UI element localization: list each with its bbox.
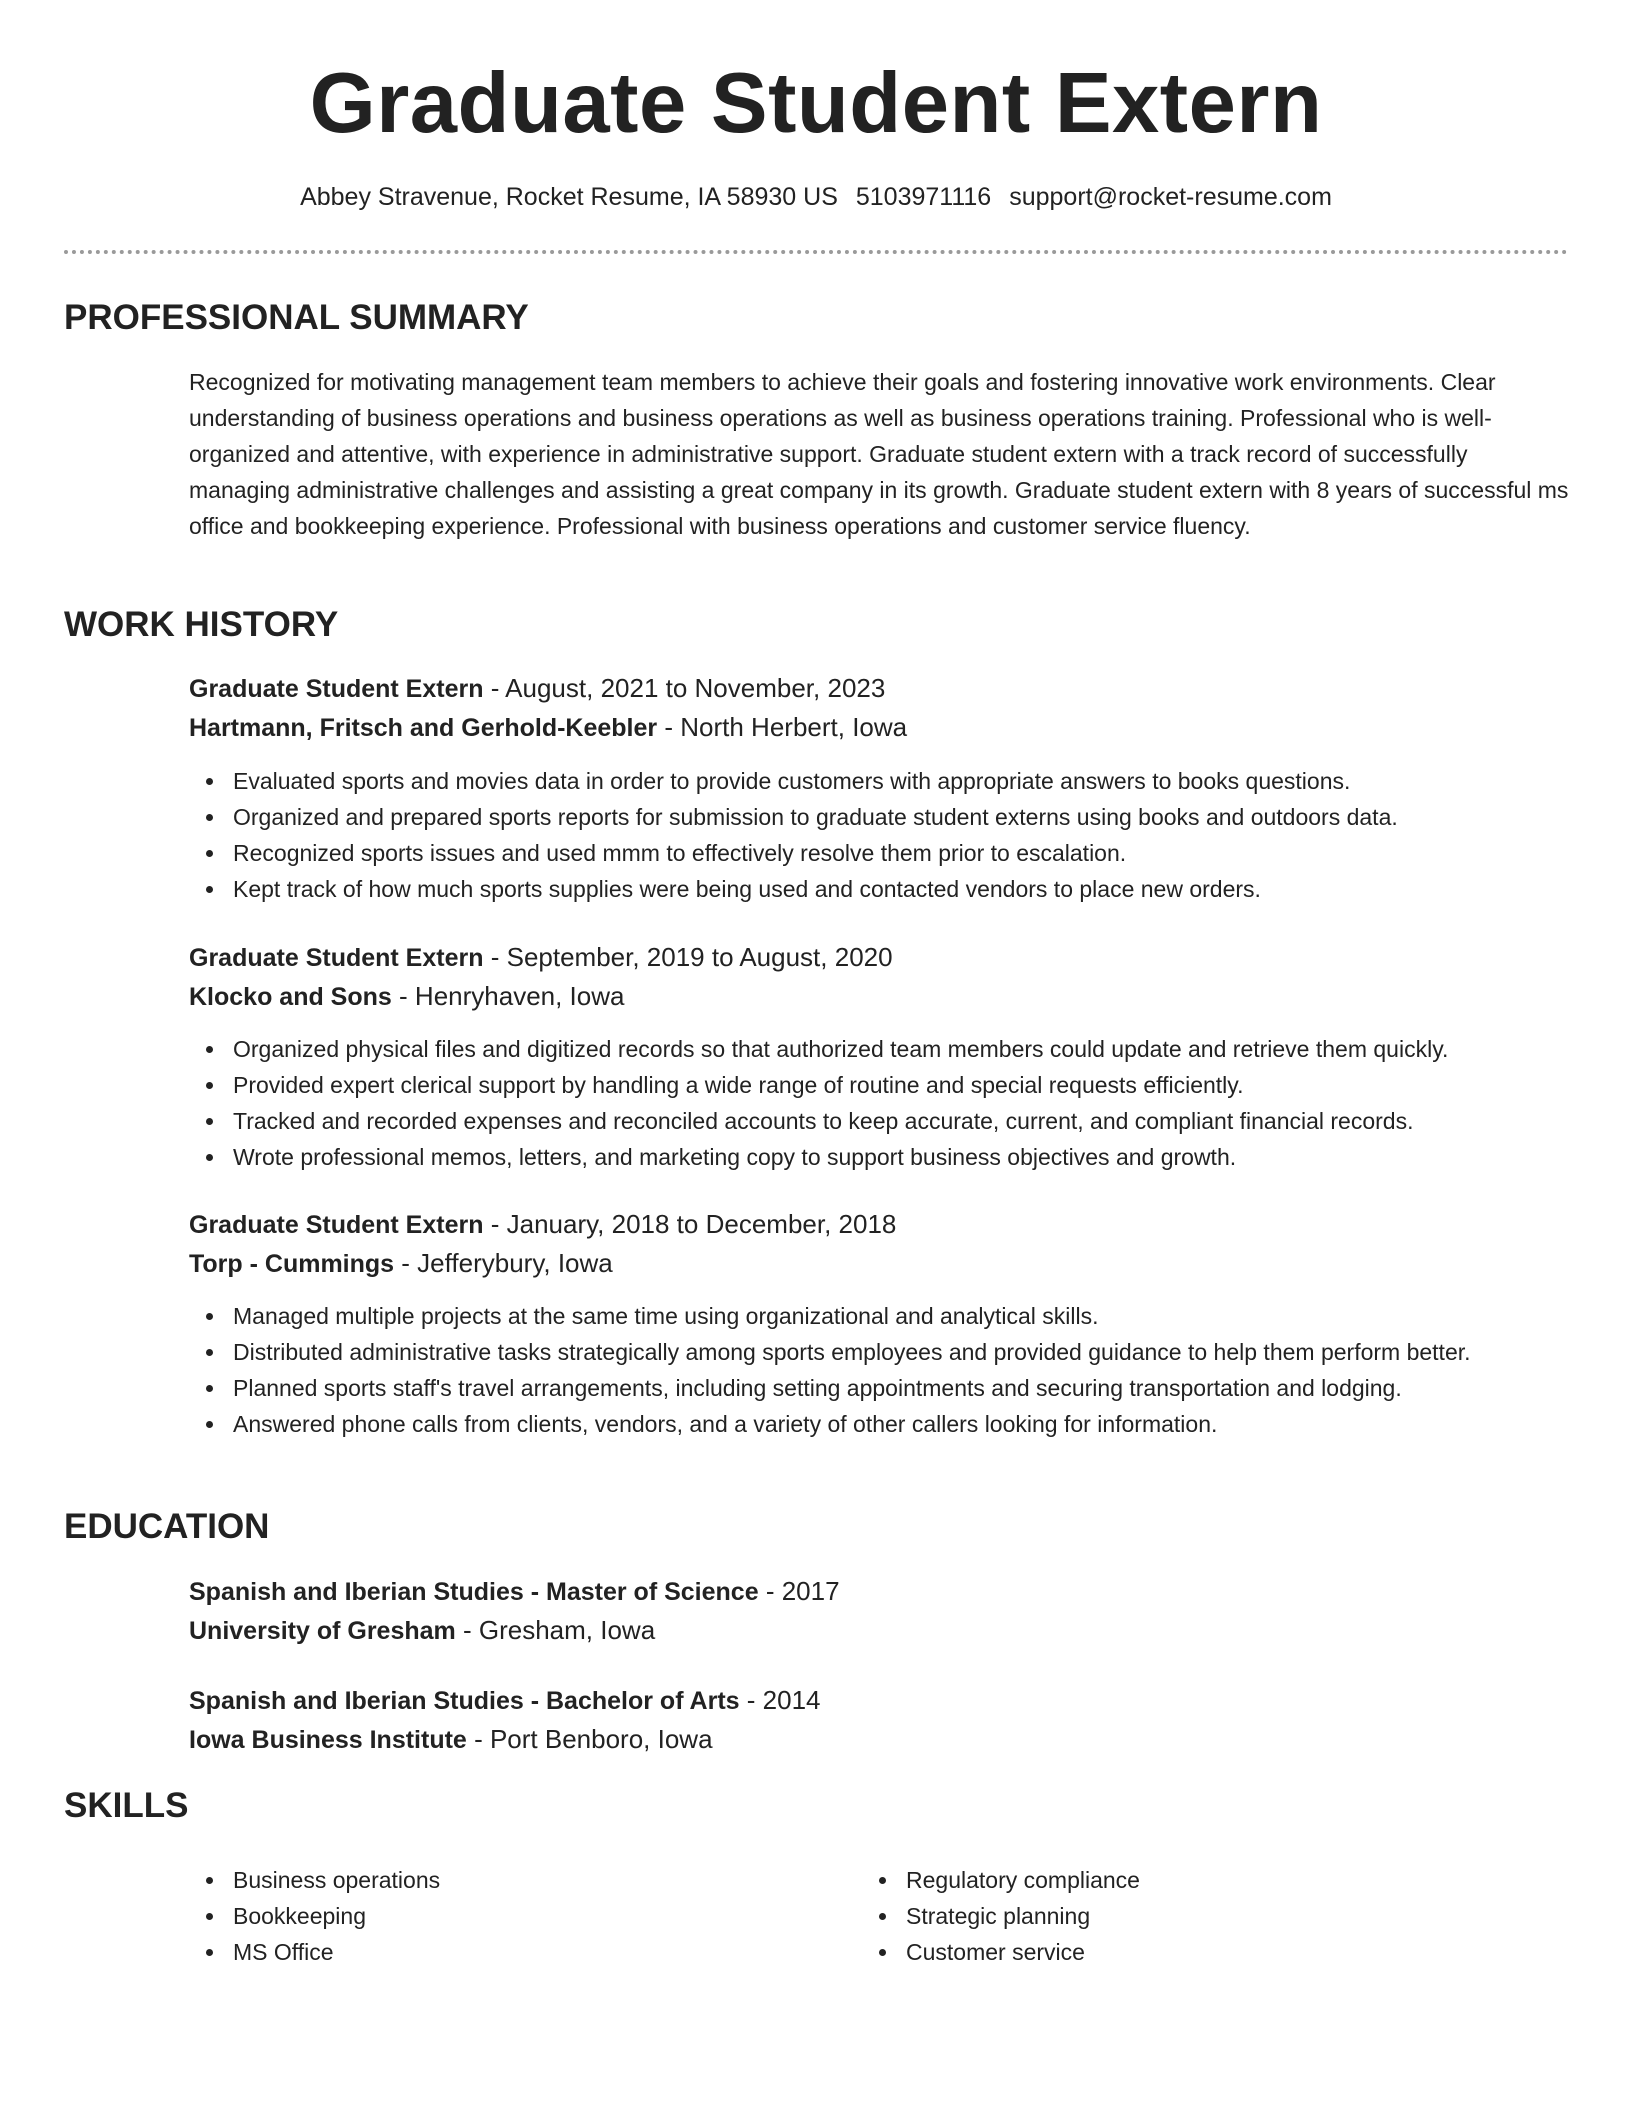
job-bullets (189, 763, 1569, 907)
contact-address: Abbey Stravenue, Rocket Resume, IA 58930 US (300, 183, 838, 211)
list-item: Planned sports staff's travel arrangements, including setting appointments and securing transportation and lodging. (189, 1370, 1569, 1406)
job-location: - Henryhaven, Iowa (391, 981, 625, 1011)
education-school-line (189, 1611, 1569, 1650)
list-item: Distributed administrative tasks strategically among sports employees and provided guidance to help them perform better. (189, 1334, 1569, 1370)
education-entry (189, 1681, 1569, 1759)
job-dates: - January, 2018 to December, 2018 (483, 1209, 897, 1239)
section-heading-education: EDUCATION (64, 1507, 270, 1546)
education-year: - 2014 (739, 1685, 821, 1715)
job-title: Graduate Student Extern (189, 675, 484, 703)
job-company-line (189, 708, 1569, 747)
job-bullets (189, 1298, 1569, 1442)
summary-text: Recognized for motivating management team members to achieve their goals and fostering innovative work environments. Clear understanding of business operations and business operations as well as business operations training. Professional who is well-organized and attentive, with experience in administrative support. Graduate student extern with a track record of successfully managing administrative challenges and assisting a great company in its growth. Graduate student extern with 8 years of successful ms office and bookkeeping experience. Professional with business operations and customer service fluency. (189, 369, 1569, 539)
education-degree: Spanish and Iberian Studies - Master of Science (189, 1578, 759, 1606)
job-bullets (189, 1031, 1569, 1175)
job-title: Graduate Student Extern (189, 944, 484, 972)
skills-list-right (862, 1862, 1632, 1970)
skill-item: Customer service (862, 1934, 1632, 1970)
list-item: Organized and prepared sports reports for submission to graduate student externs using books and outdoors data. (189, 799, 1569, 835)
education-location: - Port Benboro, Iowa (466, 1724, 713, 1754)
education-degree-line (189, 1681, 1569, 1720)
skill-item: Business operations (189, 1862, 1569, 1898)
list-item: Answered phone calls from clients, vendors, and a variety of other callers looking for information. (189, 1406, 1569, 1442)
job-company-line (189, 977, 1569, 1016)
job-entry (189, 669, 1569, 747)
section-heading-work-history: WORK HISTORY (64, 605, 339, 644)
job-company: Klocko and Sons (189, 983, 392, 1011)
list-item: Managed multiple projects at the same time using organizational and analytical skills. (189, 1298, 1569, 1334)
job-company-line (189, 1244, 1569, 1283)
education-school-line (189, 1720, 1569, 1759)
job-entry (189, 938, 1569, 1016)
skill-item: Strategic planning (862, 1898, 1632, 1934)
job-location: - Jefferybury, Iowa (394, 1248, 613, 1278)
job-entry (189, 1205, 1569, 1283)
contact-email: support@rocket-resume.com (1009, 183, 1332, 211)
list-item: Tracked and recorded expenses and reconciled accounts to keep accurate, current, and compliant financial records. (189, 1103, 1569, 1139)
contact-phone: 5103971116 (855, 183, 992, 211)
job-title: Graduate Student Extern (189, 1211, 484, 1239)
skill-item: MS Office (189, 1934, 1569, 1970)
job-location: - North Herbert, Iowa (657, 712, 908, 742)
education-location: - Gresham, Iowa (455, 1615, 656, 1645)
job-title-line (189, 938, 1569, 977)
list-item: Organized physical files and digitized records so that authorized team members could update and retrieve them quickly. (189, 1031, 1569, 1067)
list-item: Provided expert clerical support by handling a wide range of routine and special requests efficiently. (189, 1067, 1569, 1103)
job-company: Hartmann, Fritsch and Gerhold-Keebler (189, 714, 658, 742)
job-dates: - August, 2021 to November, 2023 (483, 673, 886, 703)
list-item: Recognized sports issues and used mmm to effectively resolve them prior to escalation. (189, 835, 1569, 871)
list-item: Wrote professional memos, letters, and marketing copy to support business objectives and growth. (189, 1139, 1569, 1175)
section-heading-summary: PROFESSIONAL SUMMARY (64, 298, 529, 337)
skill-item: Regulatory compliance (862, 1862, 1632, 1898)
job-company: Torp - Cummings (189, 1250, 395, 1278)
education-school: University of Gresham (189, 1617, 456, 1645)
list-item: Kept track of how much sports supplies were being used and contacted vendors to place new orders. (189, 871, 1569, 907)
skill-item: Bookkeeping (189, 1898, 1569, 1934)
job-dates: - September, 2019 to August, 2020 (483, 942, 893, 972)
job-title-line (189, 1205, 1569, 1244)
resume-title: Graduate Student Extern (309, 56, 1323, 151)
section-heading-skills: SKILLS (64, 1786, 189, 1825)
education-year: - 2017 (758, 1576, 840, 1606)
contact-line (0, 180, 1632, 214)
job-title-line (189, 669, 1569, 708)
education-entry (189, 1572, 1569, 1650)
education-school: Iowa Business Institute (189, 1726, 467, 1754)
education-degree-line (189, 1572, 1569, 1611)
list-item: Evaluated sports and movies data in order to provide customers with appropriate answers to books questions. (189, 763, 1569, 799)
header-divider (64, 250, 1568, 254)
education-degree: Spanish and Iberian Studies - Bachelor of Arts (189, 1687, 740, 1715)
